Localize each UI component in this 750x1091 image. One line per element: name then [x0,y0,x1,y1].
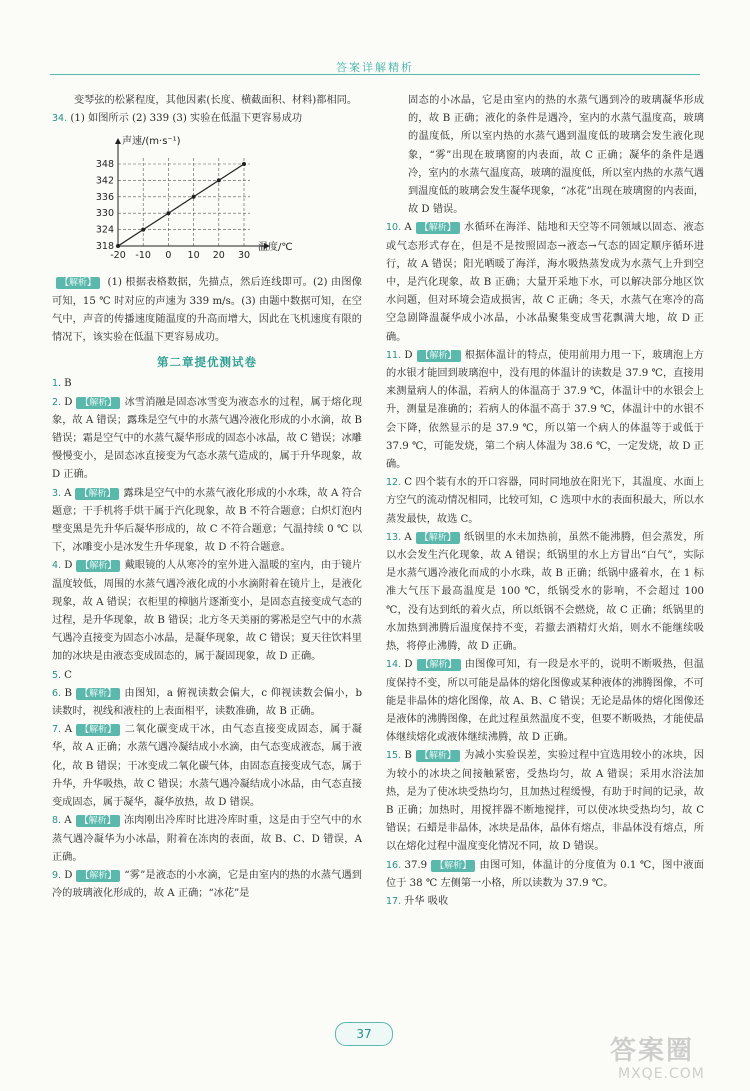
x-tick-label: -10 [135,250,151,262]
item-number: 2. [52,396,65,408]
y-tick-label: 336 [95,192,114,204]
page-number: 37 [335,1022,393,1046]
data-point [242,162,246,166]
item-number: 10. [386,222,405,234]
q34-analysis-text: (1) 根据表格数据，先描点，然后连线即可。(2) 由图像可知，15 ℃ 时对应的声速为 339 m/s。(3) 由题中数据可知，在空气中，声音的传播速度随温度的升高而增大，因此在飞机速度有限的情况下，该实验在低温下更容易成功。 [52,277,362,344]
answer-item [52,812,362,867]
item-number: 8. [52,815,65,827]
answer-item [52,485,362,558]
data-point [166,212,170,216]
answer-item [386,893,704,911]
q34-analysis [52,274,362,347]
right-items [386,219,704,911]
speed-temperature-chart [74,128,362,274]
item-number: 14. [386,659,405,671]
q34-text: (1) 如图所示 (2) 339 (3) 实验在低温下更容易成功 [70,113,303,125]
item-text: 水循环在海洋、陆地和天空等不同领域以固态、液态或气态形式存在，但是不是按照固态→液态→气态的固定顺序循环进行，故 A 错误；阳光晒暖了海洋，海水吸热蒸发成为水蒸气上升到空中，是汽化现象，故 B 正确；大量开采地下水，可以解决部分地区饮水问题，但对环境会造成损害，故 C 正确；冬天，水蒸气在寒冷的高空急剧降温凝华成小冰晶，小冰晶聚集变成雪花飘满大地，故 D 正确。 [386,222,704,343]
watermark-sub: MXQE.COM [618,1066,705,1082]
answer-item [386,857,704,893]
analysis-tag: 【解析】 [416,750,460,762]
header-title: 答案详解精析 [336,61,414,74]
item-text: 为减小实验误差，实验过程中宜选用较小的冰块，因为较小的冰块之间接触紧密，受热均匀，故 A 错误；采用水浴法加热，是为了使冰块受热均匀，且加热过程缓慢，有助于时间的记录，故 B 正确；加热时，用搅拌器不断地搅拌，可以使冰块受热均匀，故 C 错误；石蜡是非晶体，冰块是晶体，晶体有熔点，非晶体没有熔点，所以在熔化过程中温度变化情况不同，故 D 错误。 [386,750,704,853]
data-point [217,179,221,183]
item-text: “雾”是液态的小水滴，它是由室内的热的水蒸气遇到冷的玻璃液化形成的，故 A 正确；“冰花”是 [52,869,362,900]
chart-svg [74,128,304,274]
item-answer: A [404,222,412,234]
analysis-tag: 【解析】 [76,870,120,882]
item-number: 4. [52,560,65,572]
right-column [386,92,704,911]
analysis-tag: 【解析】 [56,277,100,289]
q34-number: 34. [52,113,68,125]
item-answer: C [404,477,413,489]
item-number: 5. [52,669,65,681]
analysis-tag: 【解析】 [76,724,120,736]
item-text: 二氧化碳变成干冰，由气态直接变成固态，属于凝华，故 A 正确；水蒸气遇冷凝结成小水滴，由气态变成液态，属于液化，故 B 错误；干冰变成二氧化碳气体，由固态直接变成气态，属于升华，升华吸热，故 C 错误；水蒸气遇冷凝结成小冰晶，由气态直接变成固态，属于凝华，凝华放热，故 D 错误。 [52,724,362,809]
x-tick-label: 0 [165,250,172,262]
q34-answer [52,110,362,128]
item-text: 由图知，a 俯视读数会偏大，c 仰视读数会偏小，b 读数时，视线和液柱的上表面相平，读数准确，故 B 正确。 [52,687,362,718]
item-answer: B [404,750,412,762]
data-point [116,244,120,248]
x-tick-label: -20 [110,250,126,262]
answer-item [52,394,362,485]
analysis-tag: 【解析】 [417,350,461,362]
item-text: 冰雪消融是固态冰雪变为液态水的过程，属于熔化现象，故 A 错误；露珠是空气中的水蒸气遇冷液化形成的小水滴，故 B 错误；霜是空气中的水蒸气凝华形成的固态小冰晶，故 C 错误；冰雕慢慢变小，是固态冰直接变为气态水蒸气造成的，属于升华现象，故 D 正确。 [52,396,362,481]
data-line [118,164,244,246]
item-number: 3. [52,487,65,499]
y-axis-arrow [115,138,121,144]
item-text: 露珠是空气中的水蒸气液化形成的小水珠，故 A 符合题意；干手机将手烘干属于汽化现象，故 B 不符合题意；白炽灯泡内壁变黑是先升华后凝华形成的，故 C 不符合题意；气温持续 0 ℃ 以下，冰雕变小是冰发生升华现象，故 D 不符合题意。 [52,487,362,554]
watermark-text: 答案圈 [610,1036,695,1066]
analysis-tag: 【解析】 [416,222,460,234]
item-answer: D [404,349,413,361]
left-column [52,92,362,903]
item-answer: D [64,560,73,572]
item-answer: B [64,378,72,390]
answer-item [52,375,362,393]
item-text: 由图可知，体温计的分度值为 0.1 ℃，图中液面位于 38 ℃ 左侧第一小格，所以读数为 37.9 ℃。 [386,859,704,889]
item-text: 戴眼镜的人从寒冷的室外进入温暖的室内，由于镜片温度较低，周围的水蒸气遇冷液化成的小水滴附着在镜片上，是液化现象，故 A 错误；衣柜里的樟脑片逐渐变小，是固态直接变成气态的过程，是升华现象，故 B 错误；北方冬天美丽的雾凇是空气中的水蒸气遇冷直接变为固态小冰晶，是凝华现象，故 C 错误；夏天往饮料里加的冰块是由液态变成固态的，属于凝固现象，故 D 正确。 [52,560,362,663]
item-answer: A [64,724,73,736]
item-answer: B [64,687,72,699]
item-number: 15. [386,750,405,762]
analysis-tag: 【解析】 [76,560,120,572]
answer-item [52,721,362,812]
analysis-tag: 【解析】 [76,815,120,827]
answer-item [52,557,362,666]
item-answer: A [64,815,72,827]
analysis-tag: 【解析】 [417,659,461,671]
x-tick-label: 30 [237,250,251,262]
answer-item [386,474,704,529]
analysis-tag: 【解析】 [76,688,120,700]
y-axis-label: 声速/(m·s⁻¹) [122,136,181,148]
item-text: 根据体温计的特点，使用前用力甩一下，玻璃泡上方的水银才能回到玻璃泡中，没有甩的体温计的读数是 37.9 ℃，直接用来测量病人的体温，若病人的体温高于 37.9 ℃，体温计中的水银会上升，测量是准确的；若病人的体温不高于 37.9 ℃，体温计中的水银不会下降，依然显示的是 37.9 ℃，所以第一个病人的体温等于或低于 37.9 ℃，可能发烧，第二个病人体温为 38.6 ℃，一定发烧，故 D 正确。 [386,349,704,471]
item-number: 11. [386,349,405,361]
y-tick-label: 348 [95,159,114,171]
x-axis-label: 温度/℃ [258,242,293,254]
watermark-logo [610,1030,740,1088]
y-tick-label: 342 [95,175,114,187]
data-point [192,195,196,199]
answer-item [386,529,704,656]
analysis-tag: 【解析】 [416,532,460,544]
item-answer: A [404,531,412,543]
analysis-tag: 【解析】 [75,488,119,500]
analysis-tag: 【解析】 [76,397,120,409]
item-text: 四个装有水的开口容器，同时同地放在阳光下，其温度、水面上方空气的流动情况相同，比较可知，C 选项中水的表面积最大，所以水蒸发最快，故选 C。 [386,477,705,525]
item-number: 7. [52,724,65,736]
item-text: 冻肉刚出冷库时比进冷库时重，这是由于空气中的水蒸气遇冷凝华为小冰晶，附着在冻肉的表面，故 B、C、D 错误，A 正确。 [52,815,362,863]
answer-item [386,219,704,346]
item-answer: 升华 吸收 [404,895,449,907]
header-rule [50,74,700,75]
item-answer: D [404,659,413,671]
item-number: 1. [52,378,65,390]
item-answer: 37.9 [404,859,428,871]
y-tick-label: 318 [95,241,114,253]
page-header [50,56,700,80]
item-answer: D [64,396,73,408]
left-items [52,375,362,903]
item-number: 9. [52,869,65,881]
item-number: 13. [386,531,405,543]
answer-item [52,667,362,685]
item-number: 6. [52,687,65,699]
item-number: 17. [386,895,405,907]
item-text: 由图像可知，有一段是水平的，说明不断吸热，但温度保持不变，所以可能是晶体的熔化图像或某种液体的沸腾图像，不可能是非晶体的熔化图像，故 A、B、C 错误；无论是晶体的熔化图像还是液体的沸腾图像，在此过程虽然温度不变，但要不断吸热，才能使晶体继续熔化或液体继续沸腾，故 D 正确。 [386,659,704,744]
item-answer: A [64,487,72,499]
analysis-tag: 【解析】 [431,860,475,872]
item-text: 纸锅里的水未加热前，虽然不能沸腾，但会蒸发，所以水会发生汽化现象，故 A 错误；纸锅里的水上方冒出“白气”，实际是水蒸气遇冷液化而成的小水珠，故 B 正确；纸锅中盛着水，在 1 标准大气压下最高温度是 100 ℃，纸锅受水的影响，不会超过 100 ℃，没有达到纸的着火点，所以纸锅不会燃烧，故 C 正确；纸锅里的水加热到沸腾后温度保持不变，若撤去酒精灯火焰，则水不能继续吸热，将停止沸腾，故 D 正确。 [386,531,704,653]
section-title: 第二章提优测试卷 [157,355,257,370]
q9-continuation: 固态的小冰晶，它是由室内的热的水蒸气遇到冷的玻璃凝华形成的，故 B 正确；液化的条件是遇冷，室内的水蒸气温度高，玻璃的温度低，所以室内热的水蒸气遇到温度低的玻璃会发生液化现象，“雾”出现在玻璃窗的内表面，故 C 正确；凝华的条件是遇冷，室内的水蒸气温度高，玻璃的温度低，所以室内热的水蒸气遇到温度低的玻璃会发生凝华现象，“冰花”出现在玻璃窗的内表面，故 D 错误。 [408,95,704,216]
answer-item [386,347,704,474]
answer-item [386,656,704,747]
x-tick-label: 20 [212,250,225,262]
item-answer: C [64,669,72,681]
answer-item [52,867,362,903]
item-answer: D [64,869,73,881]
answer-item [52,685,362,721]
intro-text: 变琴弦的松紧程度，其他因素(长度、横截面积、材料)都相同。 [74,95,358,106]
x-tick-label: 10 [187,250,200,262]
data-point [141,228,145,232]
y-tick-label: 324 [95,225,114,237]
item-number: 16. [386,859,405,871]
answer-item [386,747,704,856]
y-tick-label: 330 [95,208,114,220]
item-number: 12. [386,477,405,489]
